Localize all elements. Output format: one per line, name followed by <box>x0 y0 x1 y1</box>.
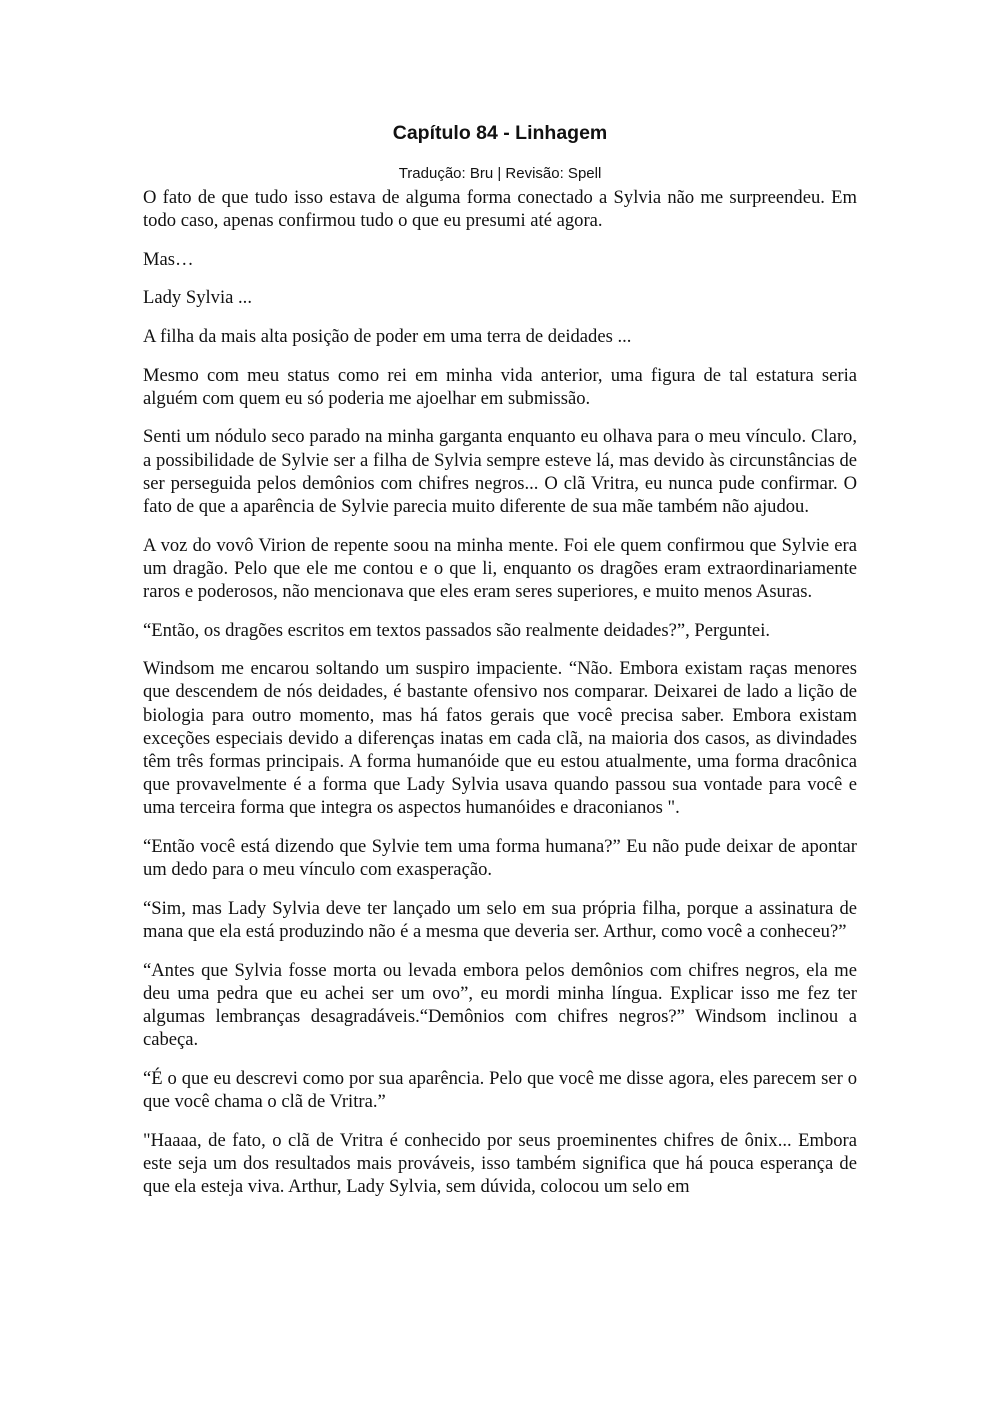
paragraph: Lady Sylvia ... <box>143 287 252 309</box>
paragraph: Senti um nódulo seco parado na minha garganta enquanto eu olhava para o meu vínculo. Claro, a possibilidade de Sylvie ser a filha de Sylvia sempre esteve lá, mas devido às circunstâncias de ser perseguida pelos demônios com chifres negros... O clã Vritra, eu nunca pude confirmar. O fato de que a aparência de Sylvie parecia muito diferente de sua mãe também não ajudou. <box>143 426 857 517</box>
paragraph: “Antes que Sylvia fosse morta ou levada embora pelos demônios com chifres negros, ela me deu uma pedra que eu achei ser um ovo”, eu mordi minha língua. Explicar isso me fez ter algumas lembranças desagradáveis.“Demônios com chifres negros?” Windsom inclinou a cabeça. <box>143 959 857 1051</box>
paragraph: O fato de que tudo isso estava de alguma forma conectado a Sylvia não me surpreendeu. Em todo caso, apenas confirmou tudo o que eu presumi até agora. <box>143 187 857 232</box>
paragraph: “Então você está dizendo que Sylvie tem uma forma humana?” Eu não pude deixar de apontar um dedo para o meu vínculo com exasperação. <box>143 835 857 881</box>
paragraph: “É o que eu descrevi como por sua aparência. Pelo que você me disse agora, eles parecem ser o que você chama o clã de Vritra.” <box>143 1067 857 1112</box>
paragraph: “Então, os dragões escritos em textos passados são realmente deidades?”, Perguntei. <box>143 619 771 641</box>
paragraph: Mas… <box>143 248 194 270</box>
paragraph: Windsom me encarou soltando um suspiro impaciente. “Não. Embora existam raças menores que descendem de nós deidades, é bastante ofensivo nos comparar. Deixarei de lado a lição de biologia para outro momento, mas há fatos gerais que você precisa saber. Embora existam exceções especiais devido a diferenças inatas em cada clã, na maioria dos casos, as divindades têm três formas principais. A forma humanóide que eu estou atualmente, uma forma dracônica que provavelmente é a forma que Lady Sylvia usava quando passou sua vontade para você e uma terceira forma que integra os aspectos humanóides e draconianos ". <box>143 658 857 819</box>
paragraph: A filha da mais alta posição de poder em uma terra de deidades ... <box>143 325 632 347</box>
translation-credits: Tradução: Bru | Revisão: Spell <box>398 165 602 182</box>
paragraph: "Haaaa, de fato, o clã de Vritra é conhecido por seus proeminentes chifres de ônix... Embora este seja um dos resultados mais prováveis, isso também significa que há pouca esperança de que ela esteja viva. Arthur, Lady Sylvia, sem dúvida, colocou um selo em <box>143 1129 857 1197</box>
chapter-body <box>143 186 857 1214</box>
paragraph: Mesmo com meu status como rei em minha vida anterior, uma figura de tal estatura seria alguém com quem eu só poderia me ajoelhar em submissão. <box>143 364 857 409</box>
chapter-title: Capítulo 84 - Linhagem <box>392 122 608 144</box>
paragraph: “Sim, mas Lady Sylvia deve ter lançado um selo em sua própria filha, porque a assinatura de mana que ela está produzindo não é a mesma que deveria ser. Arthur, como você a conheceu?” <box>143 897 857 942</box>
paragraph: A voz do vovô Virion de repente soou na minha mente. Foi ele quem confirmou que Sylvie era um dragão. Pelo que ele me contou e o que li, enquanto os dragões eram extraordinariamente raros e poderosos, não mencionava que eles eram seres superiores, e muito menos Asuras. <box>143 534 857 602</box>
